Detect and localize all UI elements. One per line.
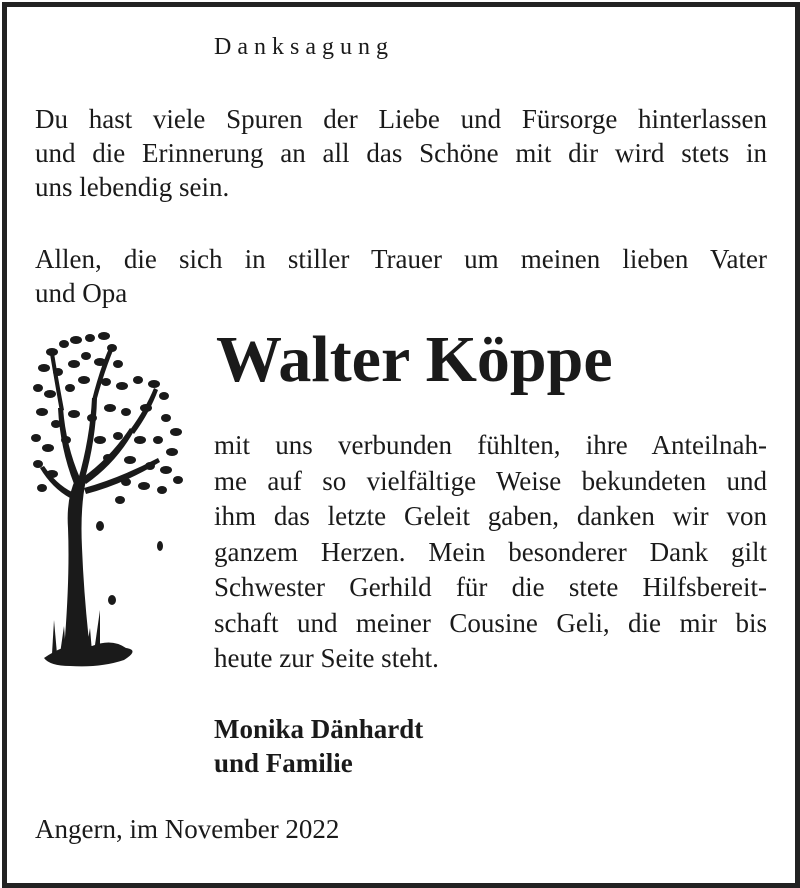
signature [214, 712, 423, 780]
thanks-line: mit uns verbunden fühlten, ihre Anteilnah- [214, 430, 767, 460]
tree-silhouette-icon [30, 328, 190, 673]
thanks-line: ihm das letzte Geleit gaben, danken wir von [214, 501, 767, 531]
deceased-name: Walter Köppe [216, 323, 613, 396]
notice-heading: Danksagung [214, 34, 394, 60]
intro-line: und die Erinnerung an all das Schöne mit dir wird stets in [35, 138, 767, 168]
thanks-line: ganzem Herzen. Mein besonderer Dank gilt [214, 536, 767, 567]
dedication-line: Allen, die sich in stiller Trauer um meinen lieben Vater [35, 244, 767, 274]
place-date: Angern, im November 2022 [35, 814, 340, 844]
signature-line: Monika Dänhardt [214, 714, 424, 744]
intro-line: Du hast viele Spuren der Liebe und Fürsorge hinterlassen [35, 104, 767, 134]
intro-paragraph [35, 102, 767, 204]
thanks-paragraph [214, 428, 767, 677]
signature-line: und Familie [214, 748, 353, 778]
dedication-line: und Opa [35, 278, 128, 308]
thanks-line: heute zur Seite steht. [214, 643, 439, 673]
thanks-line: me auf so vielfältige Weise bekundeten und [214, 465, 767, 496]
thanks-line: Schwester Gerhild für die stete Hilfsbereit- [214, 572, 767, 602]
intro-line: uns lebendig sein. [35, 172, 230, 202]
dedication-paragraph [35, 242, 767, 310]
thanks-line: schaft und meiner Cousine Geli, die mir bis [214, 607, 767, 638]
